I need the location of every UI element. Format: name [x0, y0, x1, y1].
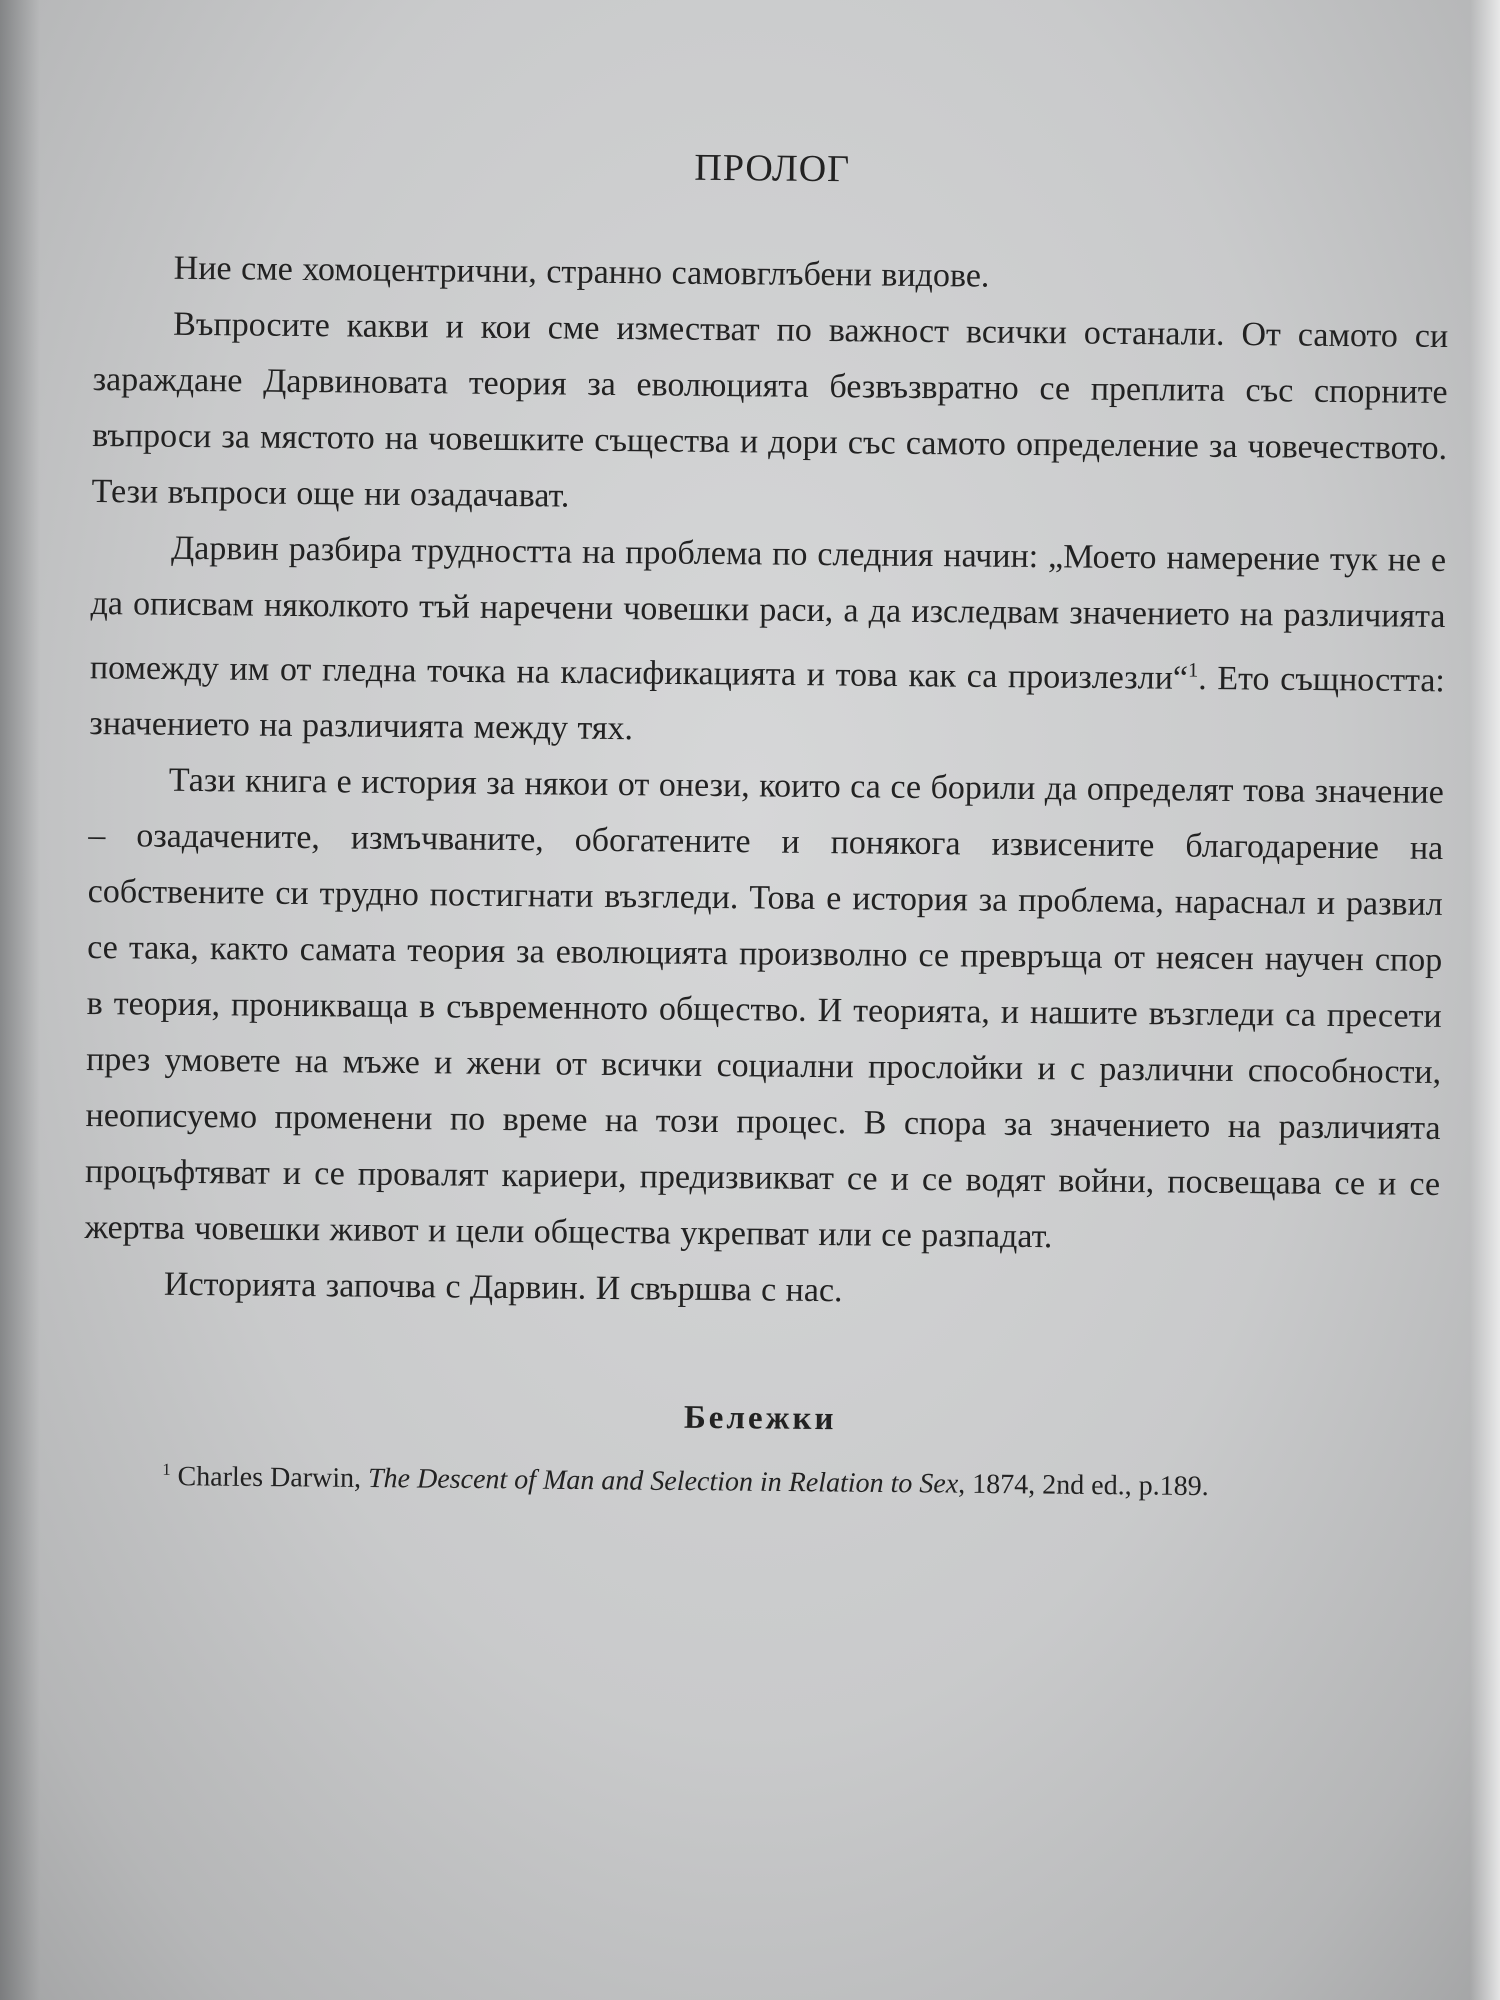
footnote-reference: 1 — [1187, 659, 1199, 682]
notes-heading: Бележки — [683, 1400, 837, 1438]
paragraph-5: Историята започва с Дарвин. И свършва с нас. — [163, 1266, 843, 1310]
footnote-author: Charles Darwin, — [177, 1461, 369, 1495]
footnote — [82, 1447, 1437, 1511]
page-edge — [1470, 0, 1500, 2000]
paragraph-3-text-end: . Ето същността: значението на различията между тях. — [89, 659, 1446, 748]
page-content — [82, 140, 1450, 1512]
page-title: ПРОЛОГ — [694, 146, 851, 191]
paragraph-2: Въпросите какви и кои сме изместват по важност всички останали. От самото си зараждане Дарвиновата теория за еволюцията безвъзвратно се преплита със спорните въпроси за мястото на човешките същества и дори със самото определение за човечеството. Тези въпроси още ни озадачават. — [91, 305, 1449, 515]
paragraph-3-text: Дарвин разбира трудността на проблема по следния начин: „Моето намерение тук не е да описвам няколкото тъй наречени човешки раси, а да изследвам значението на различията помежду им от гледна точка на класификацията и това как са произлезли“ — [89, 529, 1447, 697]
paragraph-3 — [89, 520, 1446, 765]
page-gutter-shadow — [0, 0, 40, 2000]
footnote-work-title: The Descent of Man and Selection in Relation to Sex — [367, 1463, 959, 1501]
paragraph-4: Тази книга е история за някои от онези, които са се борили да определят това значение – озадачените, измъчваните, обогатените и понякога извисените благодарение на собствените си трудно постигнати възгледи. Това е история за проблема, нараснал и развил се така, както самата теория за еволюцията произволно се превръща от неясен научен спор в теория, проникваща в съвременното общество. И теорията, и нашите възгледи са пресети през умовете на мъже и жени от всички социални прослойки и с различни способности, неописуемо променени по време на този процес. В спора за значението на различията процъфтяват и се провалят кариери, предизвикват се и се водят войни, посвещава се и се жертва човешки живот и цели общества укрепват или се разпадат. — [84, 762, 1444, 1256]
paragraph-1: Ние сме хомоцентрични, странно самовглъбени видове. — [173, 249, 990, 295]
footnote-number: 1 — [162, 1460, 171, 1480]
footnote-details: , 1874, 2nd ed., p.189. — [958, 1469, 1209, 1503]
